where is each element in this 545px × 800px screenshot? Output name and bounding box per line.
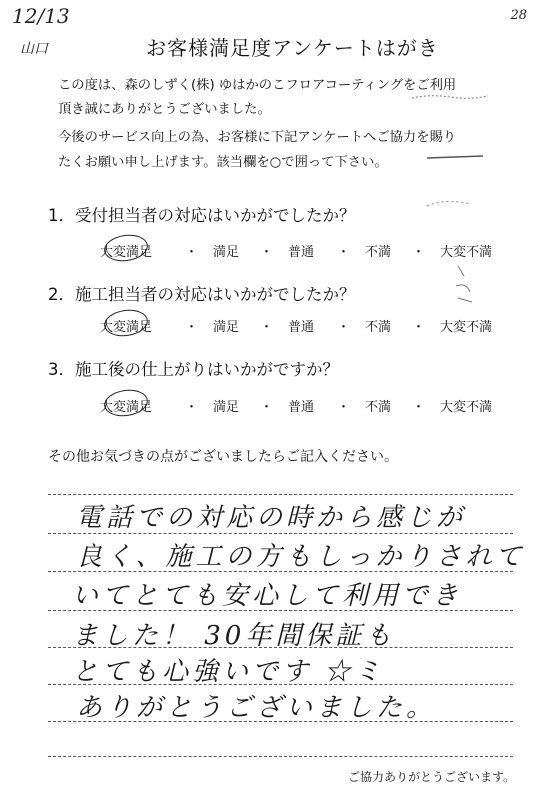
question-title: 3．施工後の仕上がりはいかがですか？ [48, 360, 339, 379]
intro-line: 頂き誠にありがとうございました。 [58, 102, 271, 117]
rating-option-satisfied[interactable]: 満足 [213, 245, 240, 260]
question-title: 1．受付担当者の対応はいかがでしたか？ [48, 206, 356, 225]
rating-option-neutral[interactable]: 普通 [288, 245, 315, 260]
option-separator: ・ [337, 320, 351, 335]
rating-option-very-satisfied[interactable]: 大変満足 [100, 241, 152, 260]
rating-option-very-dissatisfied[interactable]: 大変不満 [440, 320, 493, 335]
handwritten-comment-line: いてとても安心して利用でき [72, 581, 463, 611]
handwritten-comment-line: ありがとうございました。 [76, 693, 437, 723]
pen-scribble-mark [410, 88, 490, 108]
option-separator: ・ [412, 400, 426, 415]
rating-option-neutral[interactable]: 普通 [288, 320, 315, 335]
survey-title: お客様満足度アンケートはがき [146, 36, 439, 60]
comment-rule-line [48, 494, 513, 495]
rating-option-very-dissatisfied[interactable]: 大変不満 [440, 245, 493, 260]
intro-line: 今後のサービス向上の為、お客様に下記アンケートへご協力を賜り [58, 130, 457, 145]
option-separator: ・ [337, 400, 351, 415]
handwritten-number-note: 28 [510, 8, 527, 23]
option-separator: ・ [260, 320, 274, 335]
rating-option-very-satisfied[interactable]: 大変満足 [100, 316, 152, 335]
option-separator: ・ [185, 245, 199, 260]
option-separator: ・ [185, 320, 199, 335]
handwritten-comment-line: ました！ 30年間保証も [72, 621, 396, 651]
handwritten-comment-line: 電話での対応の時から感じが [76, 503, 467, 533]
rating-option-very-satisfied[interactable]: 大変満足 [100, 396, 152, 415]
closing-message: ご協力ありがとうございます。 [347, 770, 515, 784]
intro-line: たくお願い申し上げます。該当欄を○で囲って下さい。 [58, 155, 388, 170]
rating-option-dissatisfied[interactable]: 不満 [365, 400, 392, 415]
intro-line: この度は、森のしずく(株) ゆはかのこフロアコーティングをご利用 [58, 78, 457, 93]
pen-scribble-mark [448, 262, 488, 308]
rating-option-dissatisfied[interactable]: 不満 [365, 245, 392, 260]
rating-option-neutral[interactable]: 普通 [288, 400, 315, 415]
handwritten-comment-line: 良く、施工の方もしっかりされて [76, 542, 526, 572]
rating-option-dissatisfied[interactable]: 不満 [365, 320, 392, 335]
option-separator: ・ [260, 245, 274, 260]
pen-scribble-mark [425, 196, 475, 212]
handwritten-date-note: 12/13 [12, 4, 70, 28]
option-separator: ・ [337, 245, 351, 260]
handwritten-comment-line: とても心強いです ☆ミ [72, 657, 385, 687]
rating-option-satisfied[interactable]: 満足 [213, 320, 240, 335]
option-separator: ・ [412, 320, 426, 335]
rating-option-satisfied[interactable]: 満足 [213, 400, 240, 415]
option-separator: ・ [185, 400, 199, 415]
pen-scribble-mark [425, 150, 485, 164]
option-separator: ・ [412, 245, 426, 260]
rating-option-very-dissatisfied[interactable]: 大変不満 [440, 400, 493, 415]
handwritten-name-note: 山口 [20, 41, 48, 57]
option-separator: ・ [260, 400, 274, 415]
comments-prompt: その他お気づきの点がございましたらご記入ください。 [48, 449, 398, 465]
question-title: 2．施工担当者の対応はいかがでしたか？ [48, 285, 356, 304]
comment-rule-line [48, 756, 513, 757]
